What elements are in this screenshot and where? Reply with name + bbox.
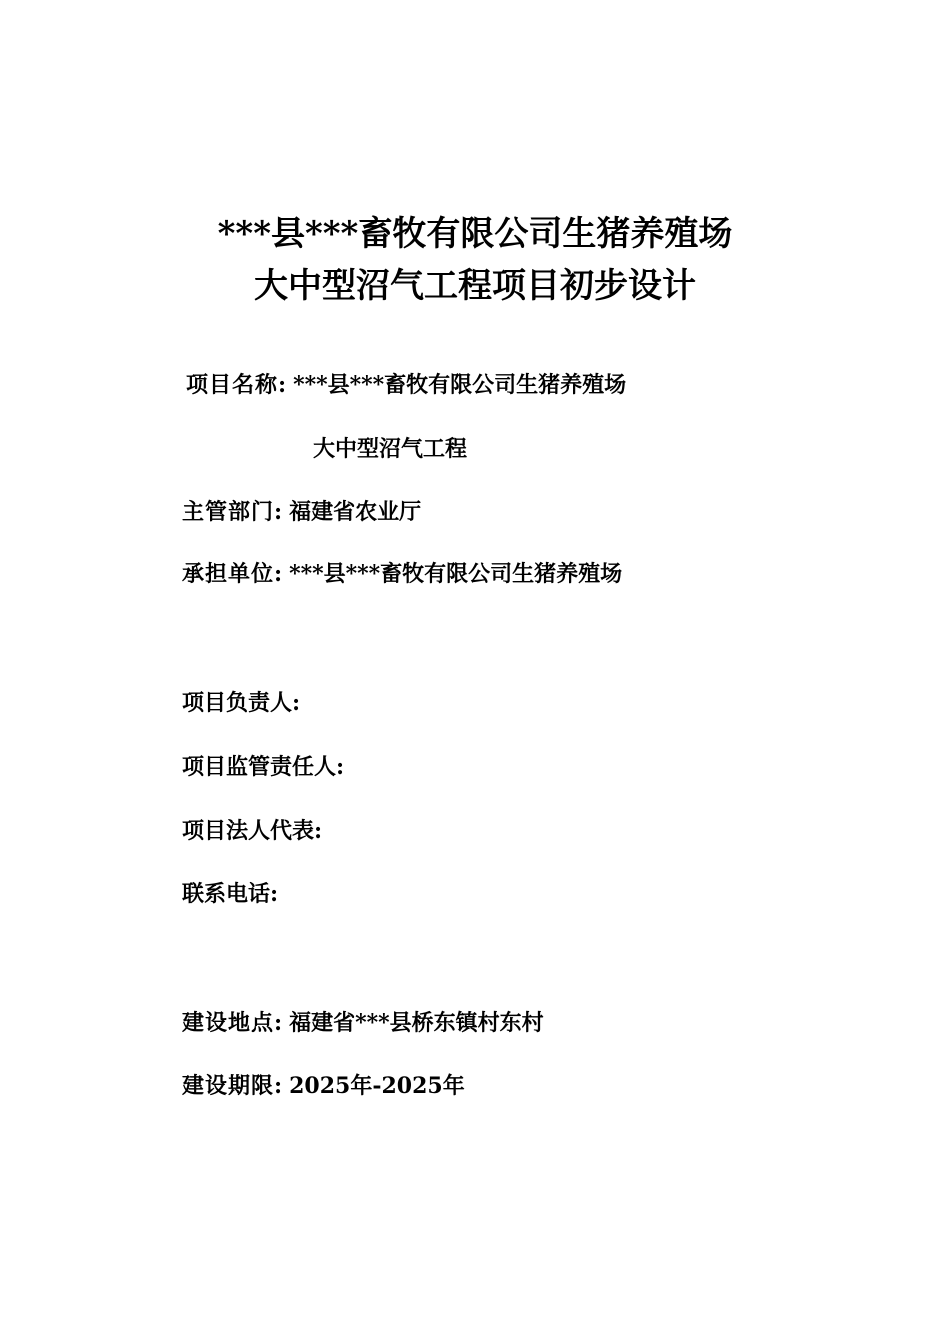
- undertaking-unit-value: ***县***畜牧有限公司生猪养殖场: [289, 561, 623, 587]
- project-name-label: 项目名称:: [186, 372, 288, 398]
- department-label: 主管部门:: [182, 499, 284, 525]
- construction-period-field: [182, 1071, 465, 1101]
- construction-period-value: 2025年-2025年: [289, 1073, 465, 1099]
- legal-representative-label: 项目法人代表:: [182, 818, 323, 844]
- project-supervisor-label: 项目监管责任人:: [182, 754, 345, 780]
- document-title-line-2: 大中型沼气工程项目初步设计: [254, 266, 696, 306]
- undertaking-unit-label: 承担单位:: [182, 561, 284, 587]
- contact-phone-label: 联系电话:: [182, 881, 279, 907]
- department-field: [182, 497, 421, 527]
- construction-period-label: 建设期限:: [182, 1073, 284, 1099]
- document-title-line-1: ***县***畜牧有限公司生猪养殖场: [217, 214, 733, 254]
- project-leader-label: 项目负责人:: [182, 690, 301, 716]
- construction-location-label: 建设地点:: [182, 1010, 284, 1036]
- undertaking-unit-field: [182, 559, 622, 589]
- construction-location-value: 福建省***县桥东镇村东村: [289, 1010, 544, 1036]
- project-name-value-line-2: 大中型沼气工程: [313, 436, 468, 462]
- department-value: 福建省农业厅: [289, 499, 422, 525]
- project-name-field: [186, 370, 626, 400]
- project-name-value: ***县***畜牧有限公司生猪养殖场: [293, 372, 627, 398]
- construction-location-field: [182, 1008, 544, 1038]
